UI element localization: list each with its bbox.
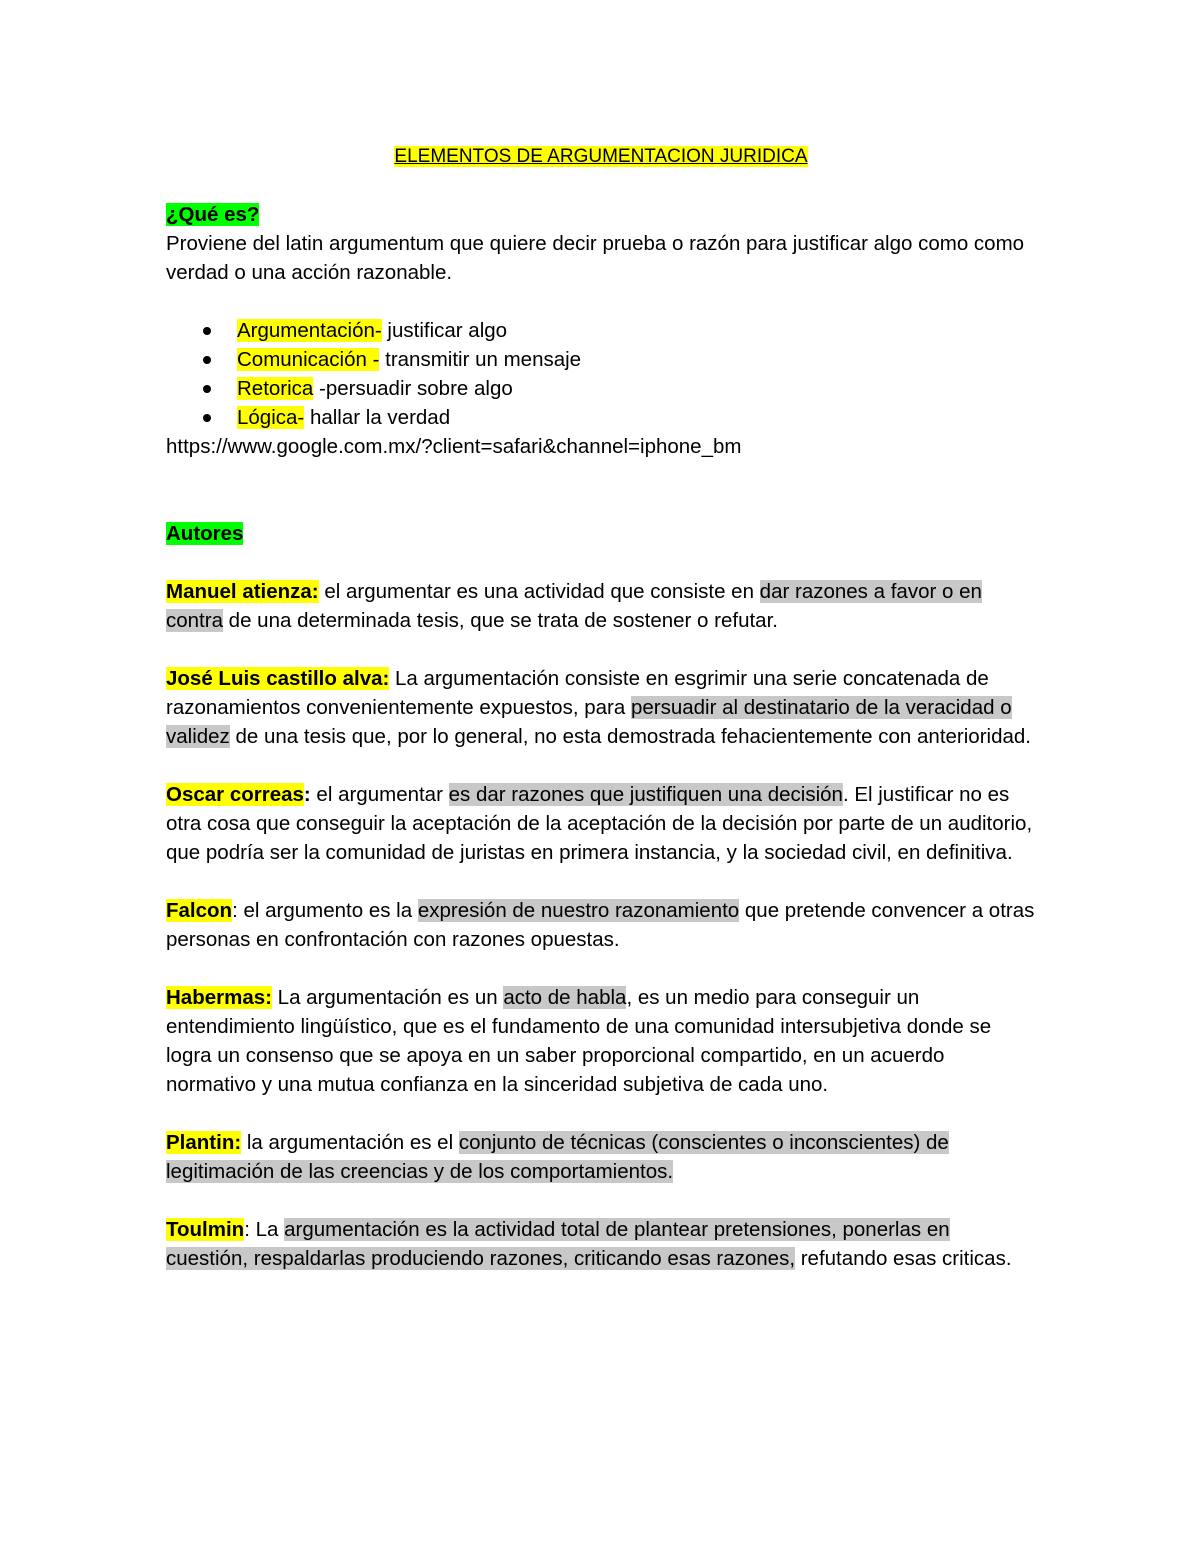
list-item [166, 403, 1036, 432]
author-paragraph: Toulmin: La argumentación es la actividad total de plantear pretensiones, ponerlas en cuestión, respaldarlas produciendo razones, criticando esas razones, refutando esas criticas. [166, 1218, 1012, 1270]
bullet-desc: -persuadir sobre algo [313, 377, 513, 400]
source-link[interactable]: https://www.google.com.mx/?client=safari&channel=iphone_bm [166, 435, 742, 458]
author-name: Oscar correas [166, 783, 304, 806]
author-paragraph: Plantin: la argumentación es el conjunto de técnicas (conscientes o inconscientes) de legitimación de las creencias y de los comportamientos. [166, 1131, 949, 1183]
document-page [166, 142, 1036, 1273]
title-text: ELEMENTOS DE ARGUMENTACION JURIDICA [394, 146, 808, 167]
bullet-icon [203, 327, 211, 335]
bullet-term: Lógica- [237, 406, 305, 429]
bullet-icon [203, 385, 211, 393]
highlighted-phrase: es dar razones que justifiquen una decisión [448, 783, 843, 806]
bullet-term: Comunicación - [237, 348, 380, 371]
author-name: Manuel atienza: [166, 580, 319, 603]
bullet-term: Argumentación- [237, 319, 382, 342]
list-item [166, 316, 1036, 345]
author-paragraph: José Luis castillo alva: La argumentación consiste en esgrimir una serie concatenada de razonamientos convenientemente expuestos, para persuadir al destinatario de la veracidad o validez de una tesis que, por lo general, no esta demostrada fehacientemente con anterioridad. [166, 667, 1031, 748]
highlighted-phrase: argumentación es la actividad total de plantear pretensiones, ponerlas en cuestión, respaldarlas produciendo razones, criticando esas razones, [166, 1218, 950, 1270]
bullet-desc: justificar algo [381, 319, 508, 342]
highlighted-phrase: acto de habla [503, 986, 627, 1009]
list-item [166, 345, 1036, 374]
autores-label: Autores [166, 522, 244, 545]
document-title [166, 142, 1036, 171]
bullet-desc: transmitir un mensaje [379, 348, 582, 371]
author-paragraph: Habermas: La argumentación es un acto de habla, es un medio para conseguir un entendimiento lingüístico, que es el fundamento de una comunidad intersubjetiva donde se logra un consenso que se apoya en un saber proporcional compartido, en un acuerdo normativo y una mutua confianza en la sinceridad subjetiva de cada uno. [166, 986, 992, 1096]
author-paragraph: Manuel atienza: el argumentar es una actividad que consiste en dar razones a favor o en contra de una determinada tesis, que se trata de sostener o refutar. [166, 580, 982, 632]
author-name: Falcon [166, 899, 233, 922]
autores-heading [166, 519, 1036, 548]
bullet-icon [203, 356, 211, 364]
que-es-text: Proviene del latin argumentum que quiere decir prueba o razón para justificar algo como como verdad o una acción razonable. [166, 232, 1025, 284]
bullet-term: Retorica [237, 377, 314, 400]
bullet-desc: hallar la verdad [304, 406, 451, 429]
highlighted-phrase: conjunto de técnicas (conscientes o inconscientes) de legitimación de las creencias y de los comportamientos. [166, 1131, 949, 1183]
que-es-label: ¿Qué es? [166, 203, 260, 226]
highlighted-phrase: dar razones a favor o en contra [166, 580, 982, 632]
author-name: Toulmin [166, 1218, 245, 1241]
que-es-heading [166, 200, 1036, 229]
highlighted-phrase: persuadir al destinatario de la veracidad o validez [166, 696, 1012, 748]
list-item [166, 374, 1036, 403]
author-name: Plantin: [166, 1131, 242, 1154]
highlighted-phrase: expresión de nuestro razonamiento [417, 899, 740, 922]
author-name: Habermas: [166, 986, 272, 1009]
author-name: José Luis castillo alva: [166, 667, 390, 690]
concept-list [166, 316, 1036, 432]
author-paragraph: Oscar correas: el argumentar es dar razones que justifiquen una decisión. El justificar no es otra cosa que conseguir la aceptación de la aceptación de la decisión por parte de un auditorio, que podría ser la comunidad de juristas en primera instancia, y la sociedad civil, en definitiva. [166, 783, 1033, 864]
author-paragraph: Falcon: el argumento es la expresión de nuestro razonamiento que pretende convencer a otras personas en confrontación con razones opuestas. [166, 899, 1035, 951]
bullet-icon [203, 414, 211, 422]
